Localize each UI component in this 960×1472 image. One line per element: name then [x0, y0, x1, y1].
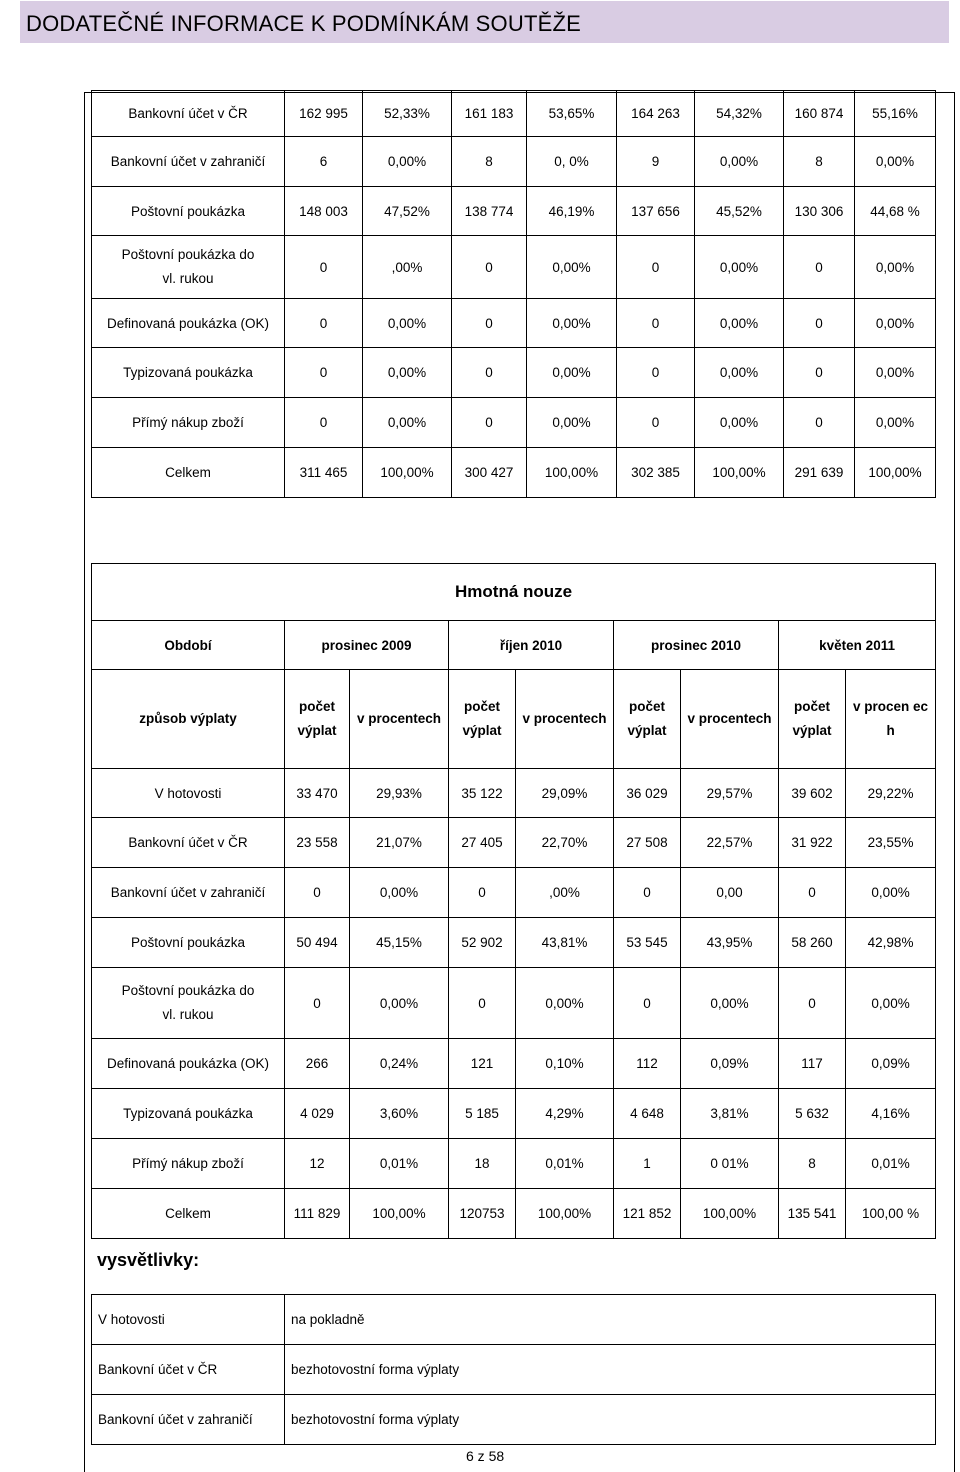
legend-row [92, 1395, 936, 1445]
row-label: Přímý nákup zboží [92, 398, 285, 448]
cell-value: 52 902 [449, 918, 516, 968]
cell-value: 0,00% [855, 236, 936, 299]
row-label: Poštovní poukázka [92, 918, 285, 968]
row-label: Bankovní účet v zahraničí [92, 137, 285, 187]
cell-value: 0,00% [516, 968, 614, 1039]
cell-value: 164 263 [617, 91, 695, 137]
cell-value: 0,00% [855, 137, 936, 187]
cell-value: 160 874 [784, 91, 855, 137]
count-header: počet výplat [449, 670, 516, 769]
cell-value: 0,00% [527, 299, 617, 348]
row-label: V hotovosti [92, 769, 285, 818]
cell-value: 35 122 [449, 769, 516, 818]
table-row [92, 769, 936, 818]
table-row [92, 1039, 936, 1089]
cell-value: ,00% [363, 236, 452, 299]
cell-value: 50 494 [285, 918, 350, 968]
cell-value: 0 [449, 868, 516, 918]
cell-value: 120753 [449, 1189, 516, 1239]
cell-value: 12 [285, 1139, 350, 1189]
cell-value: 291 639 [784, 448, 855, 498]
page-header [20, 1, 949, 43]
cell-value: 45,52% [695, 187, 784, 236]
cell-value: 0,00% [363, 348, 452, 398]
row-label: Bankovní účet v ČR [92, 818, 285, 868]
cell-value: 148 003 [285, 187, 363, 236]
cell-value: 21,07% [350, 818, 449, 868]
cell-value: 43,81% [516, 918, 614, 968]
period-prosinec-2009: prosinec 2009 [285, 621, 449, 670]
cell-value: 29,09% [516, 769, 614, 818]
cell-value: 0,00% [527, 398, 617, 448]
cell-value: 100,00% [527, 448, 617, 498]
count-header: počet výplat [779, 670, 846, 769]
row-label: Typizovaná poukázka [92, 1089, 285, 1139]
percent-header: v procentech [681, 670, 779, 769]
table-row [92, 968, 936, 1039]
table-row [92, 1189, 936, 1239]
cell-value: 43,95% [681, 918, 779, 968]
cell-value: 0,00% [350, 968, 449, 1039]
cell-value: 0 [285, 398, 363, 448]
header-title: DODATEČNÉ INFORMACE K PODMÍNKÁM SOUTĚŽE [26, 11, 581, 36]
row-label: Definovaná poukázka (OK) [92, 299, 285, 348]
legend-label: vysvětlivky: [97, 1250, 200, 1270]
legend-term: Bankovní účet v zahraničí [92, 1395, 285, 1445]
cell-value: 27 405 [449, 818, 516, 868]
cell-value: 1 [614, 1139, 681, 1189]
cell-value: 0,00% [855, 398, 936, 448]
cell-value: 0,00% [527, 348, 617, 398]
cell-value: 47,52% [363, 187, 452, 236]
legend-row [92, 1295, 936, 1345]
cell-value: 8 [452, 137, 527, 187]
row-label: Typizovaná poukázka [92, 348, 285, 398]
payment-table-1 [91, 90, 936, 498]
cell-value: 36 029 [614, 769, 681, 818]
cell-value: 266 [285, 1039, 350, 1089]
table-row [92, 448, 936, 498]
table-row [92, 918, 936, 968]
cell-value: 0 [285, 348, 363, 398]
row-label: Celkem [92, 1189, 285, 1239]
cell-value: 33 470 [285, 769, 350, 818]
table-row [92, 236, 936, 299]
cell-value: 44,68 % [855, 187, 936, 236]
legend-term: V hotovosti [92, 1295, 285, 1345]
cell-value: 0 [452, 348, 527, 398]
cell-value: 100,00% [516, 1189, 614, 1239]
cell-value: 0 [285, 236, 363, 299]
cell-value: 112 [614, 1039, 681, 1089]
cell-value: 0 [614, 968, 681, 1039]
cell-value: 53,65% [527, 91, 617, 137]
frame-left-line [84, 92, 85, 1472]
cell-value: 0 [784, 299, 855, 348]
table-row [92, 137, 936, 187]
cell-value: 100,00% [681, 1189, 779, 1239]
cell-value: 0 [617, 299, 695, 348]
legend-definition: bezhotovostní forma výplaty [285, 1395, 936, 1445]
cell-value: 8 [784, 137, 855, 187]
cell-value: 0 [784, 236, 855, 299]
cell-value: 0,00% [695, 236, 784, 299]
cell-value: 161 183 [452, 91, 527, 137]
cell-value: 0 [617, 398, 695, 448]
cell-value: 0 [452, 398, 527, 448]
cell-value: 0,00% [695, 137, 784, 187]
row-label: Bankovní účet v zahraničí [92, 868, 285, 918]
cell-value: 100,00% [855, 448, 936, 498]
cell-value: 100,00% [363, 448, 452, 498]
cell-value: 4 029 [285, 1089, 350, 1139]
percent-header: v procentech [516, 670, 614, 769]
table-row [92, 348, 936, 398]
cell-value: 39 602 [779, 769, 846, 818]
cell-value: 55,16% [855, 91, 936, 137]
cell-value: 0 [285, 868, 350, 918]
cell-value: 23,55% [846, 818, 936, 868]
cell-value: 0 [617, 348, 695, 398]
cell-value: 52,33% [363, 91, 452, 137]
cell-value: 0 [285, 968, 350, 1039]
cell-value: 135 541 [779, 1189, 846, 1239]
legend-definition: na pokladně [285, 1295, 936, 1345]
cell-value: 27 508 [614, 818, 681, 868]
cell-value: 45,15% [350, 918, 449, 968]
cell-value: 0,09% [846, 1039, 936, 1089]
cell-value: 54,32% [695, 91, 784, 137]
cell-value: 302 385 [617, 448, 695, 498]
period-kveten-2011: květen 2011 [779, 621, 936, 670]
cell-value: 4,29% [516, 1089, 614, 1139]
cell-value: 0 [452, 299, 527, 348]
legend-definition: bezhotovostní forma výplaty [285, 1345, 936, 1395]
count-header: počet výplat [285, 670, 350, 769]
cell-value: 0 [452, 236, 527, 299]
table-row [92, 868, 936, 918]
cell-value: 311 465 [285, 448, 363, 498]
cell-value: 100,00% [350, 1189, 449, 1239]
cell-value: 121 852 [614, 1189, 681, 1239]
cell-value: 42,98% [846, 918, 936, 968]
row-label: Poštovní poukázka do vl. rukou [92, 968, 285, 1039]
cell-value: 0,10% [516, 1039, 614, 1089]
cell-value: 0,00% [363, 137, 452, 187]
cell-value: 0,00 [681, 868, 779, 918]
cell-value: 0,01% [516, 1139, 614, 1189]
cell-value: 0,00% [695, 348, 784, 398]
cell-value: 23 558 [285, 818, 350, 868]
percent-header: v procen ec h [846, 670, 936, 769]
cell-value: 58 260 [779, 918, 846, 968]
period-rijen-2010: říjen 2010 [449, 621, 614, 670]
cell-value: 9 [617, 137, 695, 187]
row-label: Poštovní poukázka [92, 187, 285, 236]
table-row [92, 91, 936, 137]
frame-right-line [954, 92, 955, 1472]
cell-value: 0,00% [363, 398, 452, 448]
method-header: způsob výplaty [92, 670, 285, 769]
hmotna-nouze-table [91, 563, 936, 1239]
cell-value: 3,60% [350, 1089, 449, 1139]
cell-value: 300 427 [452, 448, 527, 498]
row-label: Poštovní poukázka do vl. rukou [92, 236, 285, 299]
cell-value: 130 306 [784, 187, 855, 236]
cell-value: 18 [449, 1139, 516, 1189]
cell-value: 0 [285, 299, 363, 348]
cell-value: 162 995 [285, 91, 363, 137]
table-row [92, 1089, 936, 1139]
cell-value: 0,00% [681, 968, 779, 1039]
cell-value: ,00% [516, 868, 614, 918]
legend-term: Bankovní účet v ČR [92, 1345, 285, 1395]
cell-value: 111 829 [285, 1189, 350, 1239]
legend-table [91, 1294, 936, 1445]
cell-value: 4,16% [846, 1089, 936, 1139]
cell-value: 0,00% [695, 398, 784, 448]
cell-value: 29,57% [681, 769, 779, 818]
table-row [92, 187, 936, 236]
cell-value: 0 01% [681, 1139, 779, 1189]
cell-value: 0,00% [846, 968, 936, 1039]
cell-value: 0,00% [855, 348, 936, 398]
cell-value: 0 [779, 868, 846, 918]
cell-value: 53 545 [614, 918, 681, 968]
cell-value: 0,09% [681, 1039, 779, 1089]
cell-value: 0 [784, 398, 855, 448]
cell-value: 0,00% [695, 299, 784, 348]
period-label: Období [92, 621, 285, 670]
cell-value: 22,70% [516, 818, 614, 868]
table-row [92, 1139, 936, 1189]
page-number: 6 z 58 [466, 1448, 505, 1464]
cell-value: 0,01% [350, 1139, 449, 1189]
cell-value: 5 632 [779, 1089, 846, 1139]
cell-value: 0,00% [855, 299, 936, 348]
cell-value: 22,57% [681, 818, 779, 868]
row-label: Celkem [92, 448, 285, 498]
table-row [92, 299, 936, 348]
cell-value: 8 [779, 1139, 846, 1189]
cell-value: 0 [779, 968, 846, 1039]
cell-value: 0, 0% [527, 137, 617, 187]
row-label: Definovaná poukázka (OK) [92, 1039, 285, 1089]
cell-value: 100,00% [695, 448, 784, 498]
cell-value: 31 922 [779, 818, 846, 868]
cell-value: 29,22% [846, 769, 936, 818]
cell-value: 138 774 [452, 187, 527, 236]
table-row [92, 398, 936, 448]
cell-value: 29,93% [350, 769, 449, 818]
period-prosinec-2010: prosinec 2010 [614, 621, 779, 670]
count-header: počet výplat [614, 670, 681, 769]
cell-value: 100,00 % [846, 1189, 936, 1239]
cell-value: 0 [614, 868, 681, 918]
cell-value: 0,00% [350, 868, 449, 918]
cell-value: 0,01% [846, 1139, 936, 1189]
cell-value: 0,00% [846, 868, 936, 918]
cell-value: 0 [784, 348, 855, 398]
cell-value: 46,19% [527, 187, 617, 236]
cell-value: 0 [617, 236, 695, 299]
cell-value: 137 656 [617, 187, 695, 236]
row-label: Přímý nákup zboží [92, 1139, 285, 1189]
legend-row [92, 1345, 936, 1395]
table-row [92, 818, 936, 868]
cell-value: 0 [449, 968, 516, 1039]
cell-value: 3,81% [681, 1089, 779, 1139]
row-label: Bankovní účet v ČR [92, 91, 285, 137]
cell-value: 4 648 [614, 1089, 681, 1139]
cell-value: 0,00% [527, 236, 617, 299]
cell-value: 6 [285, 137, 363, 187]
cell-value: 121 [449, 1039, 516, 1089]
cell-value: 117 [779, 1039, 846, 1089]
table-title: Hmotná nouze [92, 564, 936, 621]
cell-value: 0,24% [350, 1039, 449, 1089]
cell-value: 5 185 [449, 1089, 516, 1139]
percent-header: v procentech [350, 670, 449, 769]
cell-value: 0,00% [363, 299, 452, 348]
